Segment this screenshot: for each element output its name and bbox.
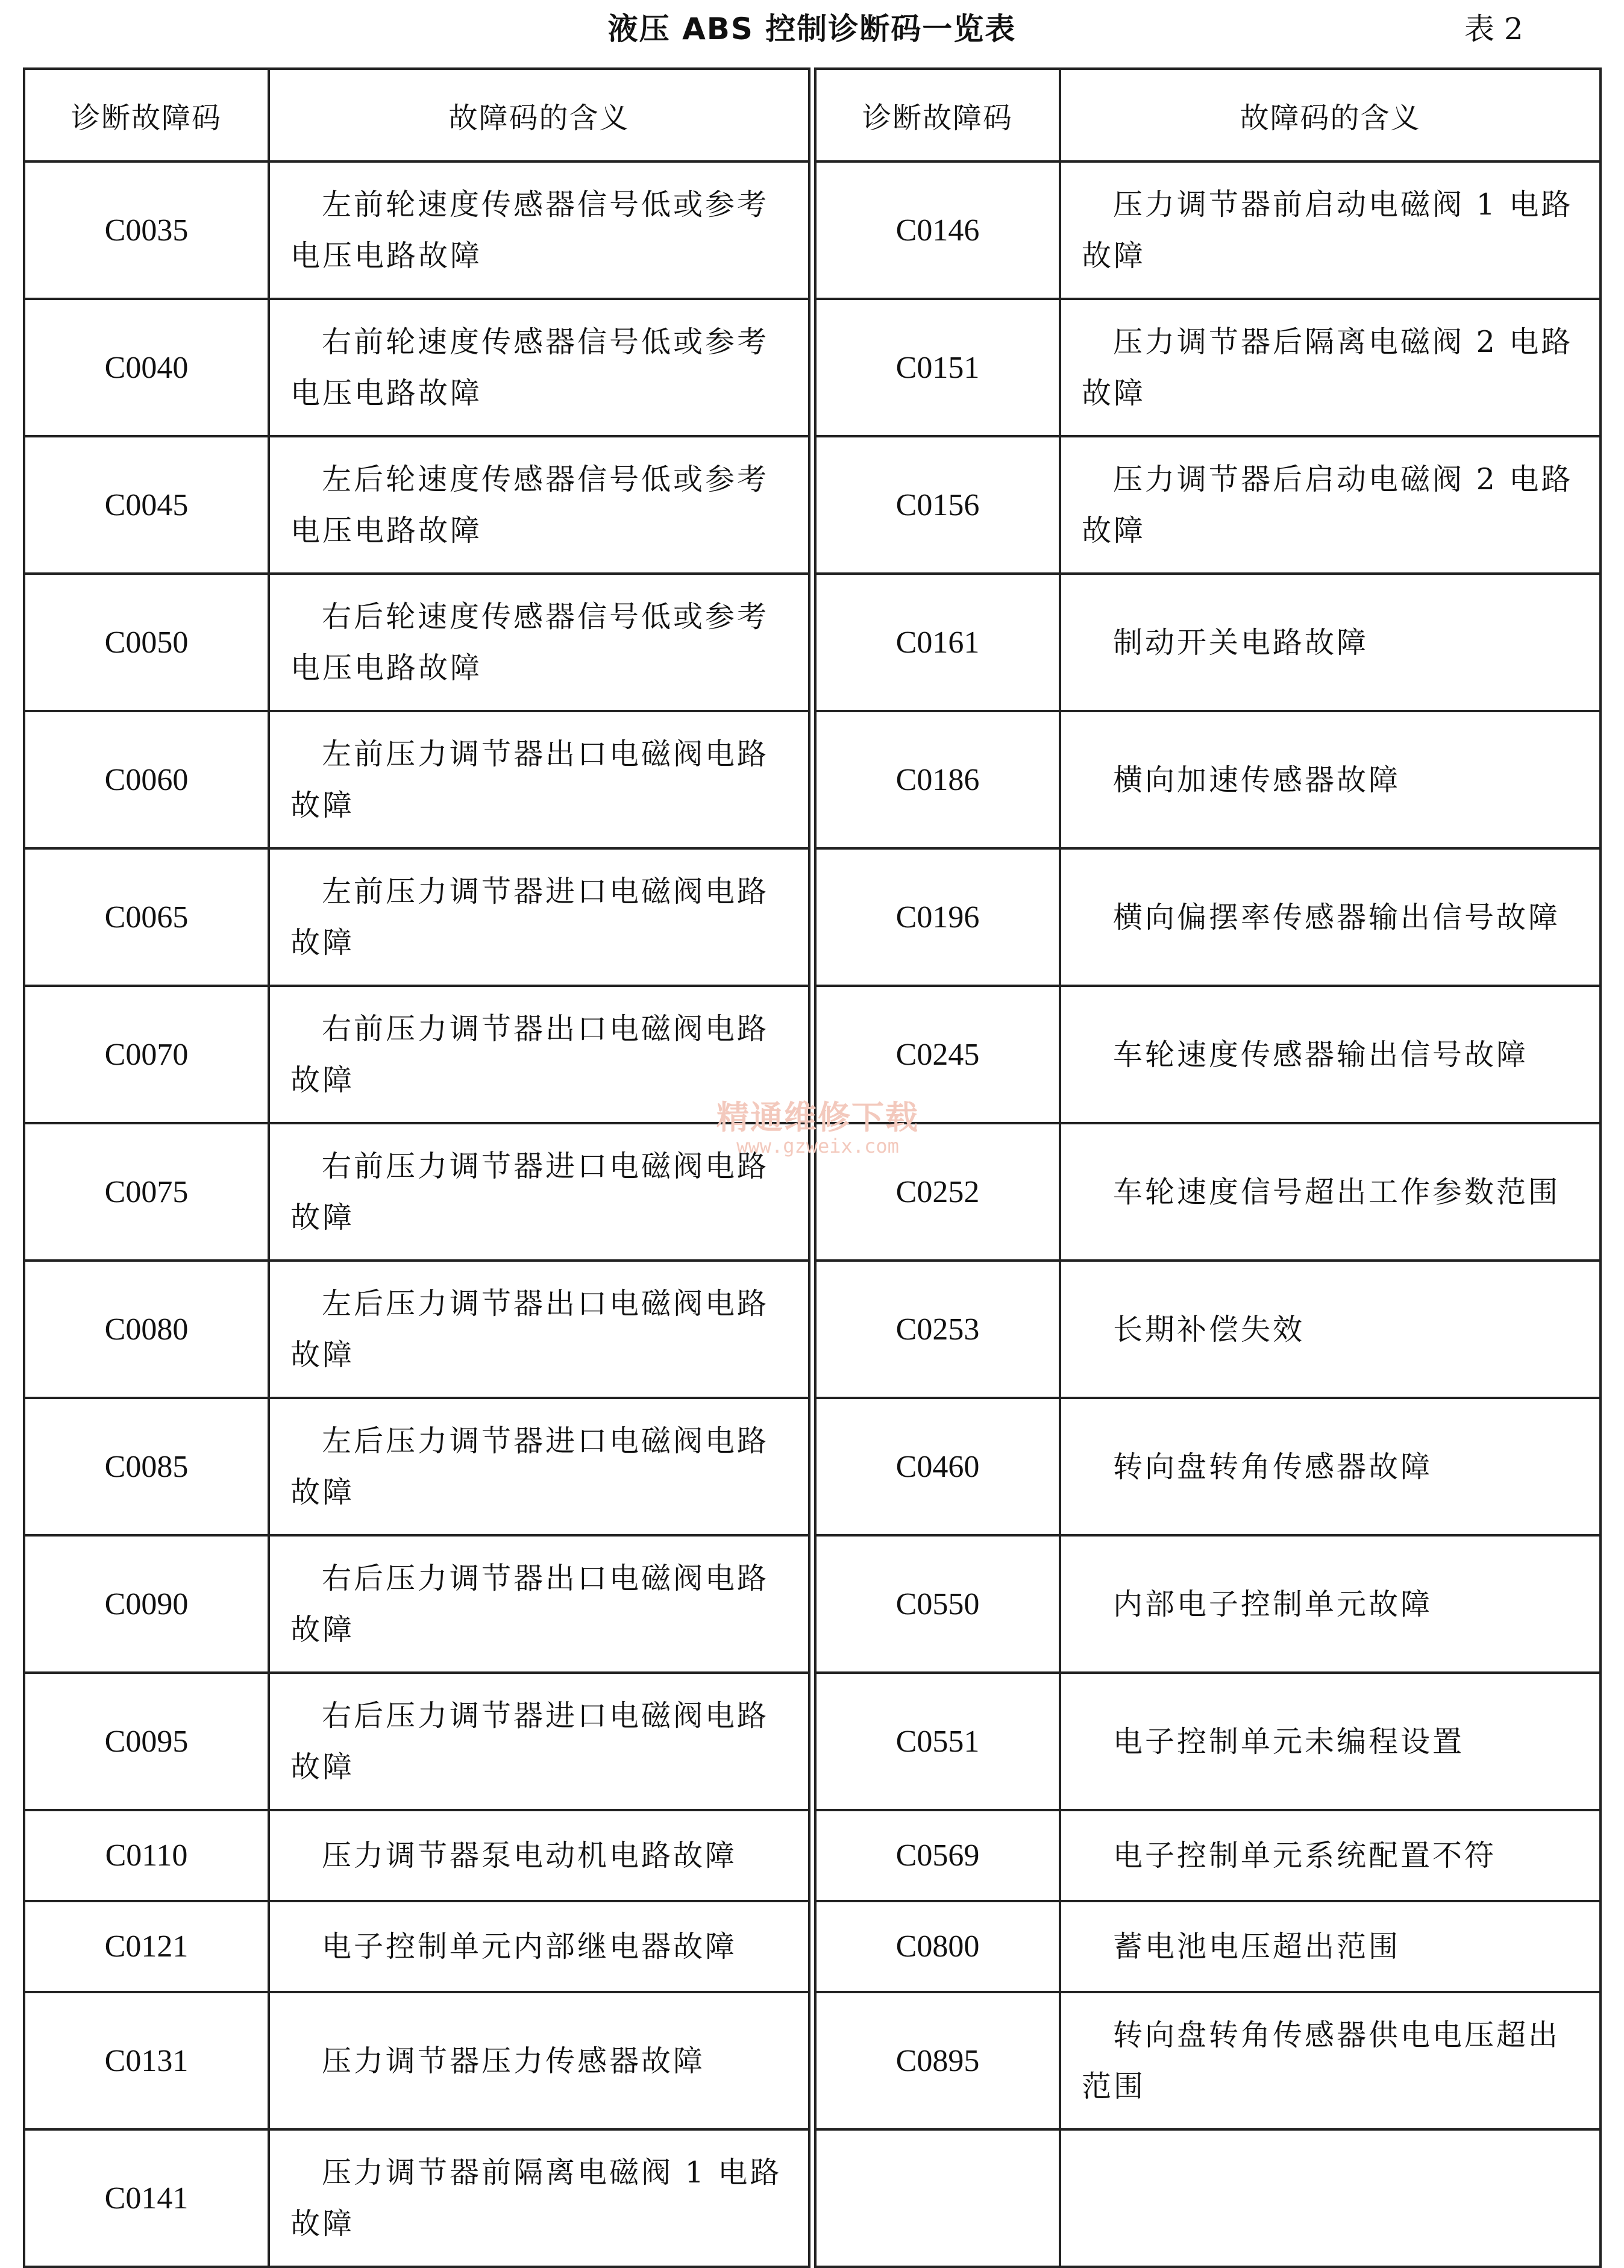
table-row — [815, 1261, 1600, 1398]
header-meaning: 故障码的含义 — [1060, 69, 1600, 161]
dtc-meaning: 蓄电池电压超出范围 — [1060, 1901, 1600, 1992]
table-row — [24, 1398, 809, 1535]
dtc-code: C0095 — [24, 1673, 269, 1810]
table-row — [24, 1535, 809, 1673]
dtc-code: C0121 — [24, 1901, 269, 1992]
dtc-code: C0060 — [24, 711, 269, 848]
dtc-code: C0569 — [815, 1810, 1060, 1901]
watermark-title: 精通维修下载 — [716, 1098, 919, 1136]
dtc-meaning: 电子控制单元系统配置不符 — [1060, 1810, 1600, 1901]
header-code: 诊断故障码 — [24, 69, 269, 161]
dtc-meaning: 制动开关电路故障 — [1060, 574, 1600, 711]
dtc-meaning: 压力调节器后启动电磁阀 2 电路故障 — [1060, 436, 1600, 574]
dtc-meaning: 内部电子控制单元故障 — [1060, 1535, 1600, 1673]
dtc-meaning: 右后轮速度传感器信号低或参考电压电路故障 — [269, 574, 809, 711]
dtc-meaning: 压力调节器后隔离电磁阀 2 电路故障 — [1060, 299, 1600, 436]
table-row — [24, 436, 809, 574]
table-row — [815, 2129, 1600, 2267]
dtc-meaning: 电子控制单元内部继电器故障 — [269, 1901, 809, 1992]
table-row — [24, 1673, 809, 1810]
dtc-code: C0253 — [815, 1261, 1060, 1398]
header-meaning: 故障码的含义 — [269, 69, 809, 161]
dtc-code: C0151 — [815, 299, 1060, 436]
dtc-code: C0070 — [24, 986, 269, 1123]
table-row — [815, 1535, 1600, 1673]
dtc-meaning: 左前压力调节器进口电磁阀电路故障 — [269, 848, 809, 986]
page-title: 液压 ABS 控制诊断码一览表 — [607, 11, 1017, 46]
table-row — [24, 299, 809, 436]
table-number: 表 2 — [1464, 11, 1523, 46]
dtc-code: C0090 — [24, 1535, 269, 1673]
dtc-code: C0196 — [815, 848, 1060, 986]
table-row — [24, 574, 809, 711]
dtc-code: C0245 — [815, 986, 1060, 1123]
table-row — [815, 436, 1600, 574]
dtc-code: C0146 — [815, 161, 1060, 299]
table-row — [24, 2129, 809, 2267]
dtc-meaning: 右前轮速度传感器信号低或参考电压电路故障 — [269, 299, 809, 436]
dtc-meaning: 横向加速传感器故障 — [1060, 711, 1600, 848]
dtc-code: C0040 — [24, 299, 269, 436]
dtc-meaning: 横向偏摆率传感器输出信号故障 — [1060, 848, 1600, 986]
table-row — [24, 848, 809, 986]
dtc-code: C0895 — [815, 1992, 1060, 2129]
dtc-meaning: 长期补偿失效 — [1060, 1261, 1600, 1398]
dtc-meaning: 车轮速度传感器输出信号故障 — [1060, 986, 1600, 1123]
dtc-meaning: 左后压力调节器进口电磁阀电路故障 — [269, 1398, 809, 1535]
dtc-meaning — [1060, 2129, 1600, 2267]
table-row — [815, 711, 1600, 848]
dtc-meaning: 压力调节器泵电动机电路故障 — [269, 1810, 809, 1901]
dtc-code: C0550 — [815, 1535, 1060, 1673]
table-row — [815, 1123, 1600, 1261]
dtc-meaning: 转向盘转角传感器故障 — [1060, 1398, 1600, 1535]
table-row — [24, 1992, 809, 2129]
table-row — [815, 1810, 1600, 1901]
table-header-row — [24, 69, 809, 161]
dtc-meaning: 左后压力调节器出口电磁阀电路故障 — [269, 1261, 809, 1398]
header-code: 诊断故障码 — [815, 69, 1060, 161]
table-row — [24, 1901, 809, 1992]
table-header-row — [815, 69, 1600, 161]
table-row — [24, 161, 809, 299]
table-row — [815, 574, 1600, 711]
table-row — [815, 1901, 1600, 1992]
dtc-meaning: 车轮速度信号超出工作参数范围 — [1060, 1123, 1600, 1261]
dtc-code: C0131 — [24, 1992, 269, 2129]
dtc-code: C0186 — [815, 711, 1060, 848]
table-row — [815, 299, 1600, 436]
dtc-meaning: 右前压力调节器出口电磁阀电路故障 — [269, 986, 809, 1123]
table-row — [815, 848, 1600, 986]
dtc-table-right — [814, 67, 1602, 2268]
table-row — [815, 986, 1600, 1123]
dtc-meaning: 左前轮速度传感器信号低或参考电压电路故障 — [269, 161, 809, 299]
dtc-code: C0050 — [24, 574, 269, 711]
table-row — [815, 1673, 1600, 1810]
dtc-code: C0075 — [24, 1123, 269, 1261]
dtc-meaning: 转向盘转角传感器供电电压超出范围 — [1060, 1992, 1600, 2129]
table-row — [815, 1992, 1600, 2129]
dtc-code: C0080 — [24, 1261, 269, 1398]
dtc-meaning: 左后轮速度传感器信号低或参考电压电路故障 — [269, 436, 809, 574]
table-row — [24, 1810, 809, 1901]
dtc-meaning: 压力调节器前启动电磁阀 1 电路故障 — [1060, 161, 1600, 299]
dtc-code: C0110 — [24, 1810, 269, 1901]
table-row — [24, 711, 809, 848]
dtc-code: C0800 — [815, 1901, 1060, 1992]
dtc-code: C0035 — [24, 161, 269, 299]
dtc-meaning: 右前压力调节器进口电磁阀电路故障 — [269, 1123, 809, 1261]
dtc-code: C0252 — [815, 1123, 1060, 1261]
dtc-code: C0161 — [815, 574, 1060, 711]
dtc-table-left — [23, 67, 810, 2268]
dtc-meaning: 右后压力调节器出口电磁阀电路故障 — [269, 1535, 809, 1673]
dtc-meaning: 电子控制单元未编程设置 — [1060, 1673, 1600, 1810]
dtc-code: C0141 — [24, 2129, 269, 2267]
dtc-code: C0460 — [815, 1398, 1060, 1535]
dtc-code — [815, 2129, 1060, 2267]
dtc-meaning: 右后压力调节器进口电磁阀电路故障 — [269, 1673, 809, 1810]
dtc-code: C0085 — [24, 1398, 269, 1535]
dtc-code: C0156 — [815, 436, 1060, 574]
dtc-code: C0065 — [24, 848, 269, 986]
table-row — [815, 1398, 1600, 1535]
dtc-code: C0551 — [815, 1673, 1060, 1810]
table-row — [24, 1261, 809, 1398]
watermark-url: www.gzweix.com — [736, 1135, 899, 1157]
table-row — [24, 1123, 809, 1261]
table-row — [815, 161, 1600, 299]
dtc-meaning: 压力调节器压力传感器故障 — [269, 1992, 809, 2129]
dtc-code: C0045 — [24, 436, 269, 574]
dtc-meaning: 左前压力调节器出口电磁阀电路故障 — [269, 711, 809, 848]
dtc-meaning: 压力调节器前隔离电磁阀 1 电路故障 — [269, 2129, 809, 2267]
table-row — [24, 986, 809, 1123]
